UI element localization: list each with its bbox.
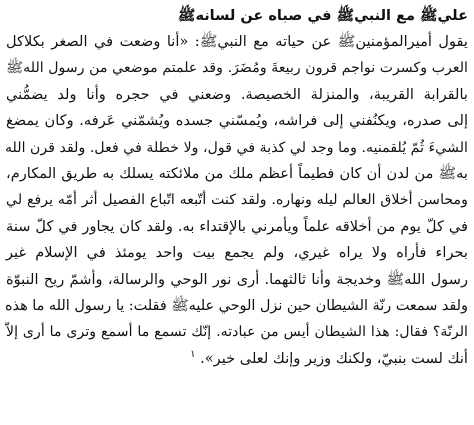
- footnote-marker: ١: [190, 348, 196, 360]
- text-line-last: [6, 346, 468, 372]
- section-title: عليﷺ مع النبيﷺ في صباه عن لسانهﷺ: [177, 8, 468, 24]
- text-line: يقول أميرالمؤمنينﷺ عن حياته مع النبيﷺ: «أنا وضعت في الصغر بكلاكل: [6, 33, 468, 50]
- text-line: ومحاسن أخلاق العالم ليله ونهاره. ولقد كنت أتّبعه اتّباع الفصيل أثر أمّه يرفع لي: [6, 192, 468, 209]
- text-line: بحراء فأراه ولا يراه غيري، ولم يجمع بيت واحد يومئذ في الإسلام غير: [6, 244, 468, 262]
- text-line-content: أنك لست بنبيّ، ولكنك وزير وإنك لعلى خير».: [200, 349, 468, 367]
- text-line: الرنّة؟ فقال: هذا الشيطان أيس من عبادته. إنّك تسمع ما أسمع وترى ما أرى إلاّ: [6, 324, 468, 341]
- text-line: في كلّ يوم من أخلاقه علماً ويأمرني بالإقتداء به. ولقد كان يجاور في كلّ سنة: [6, 217, 468, 235]
- text-line: رسول اللهﷺ وخديجة وأنا ثالثهما. أرى نور الوحي والرسالة، وأشمّ ريح النبوّة: [6, 270, 468, 288]
- text-line: بالقرابة القريبة، والمنزلة الخصيصة. وضعني في حجره وأنا ولد يضمُّني: [6, 85, 468, 103]
- paragraph: [6, 29, 468, 372]
- text-line: الشيءَ ثُمّ يُلقمنيه. وما وجد لي كذبة في قول، ولا خطلة في فعل. ولقد قرن الله: [4, 139, 468, 156]
- text-line: بهﷺ من لدن أن كان فطيماً أعظم ملك من ملائكته يسلك به طريق المكارم،: [6, 164, 468, 182]
- text-line: ولقد سمعت رنّة الشيطان حين نزل الوحي عليهﷺ فقلت: يا رسول الله ما هذه: [5, 297, 468, 314]
- text-line: العرب وكسرت نواجم قرون ربيعةَ ومُضَرَ. وقد علمتم موضعي من رسول اللهﷺ: [6, 60, 468, 77]
- text-line: إلى صدره، ويكنُفني إلى فراشه، ويُمسّني جسده ويُشمّني عَرفه. وكان يمضغ: [6, 112, 468, 130]
